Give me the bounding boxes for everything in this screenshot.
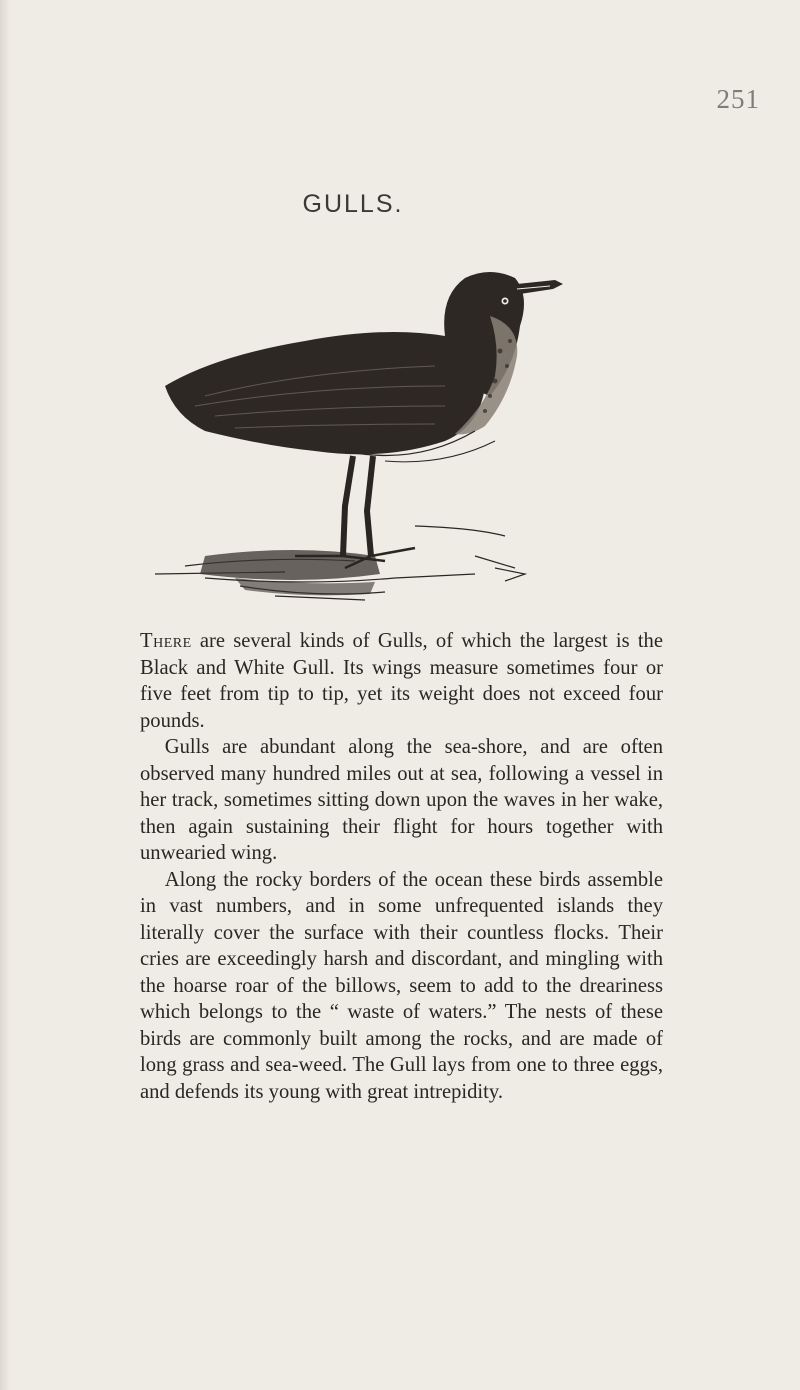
legs [343, 456, 373, 556]
page-title: GULLS. [302, 190, 404, 218]
gull-engraving-icon [145, 256, 575, 616]
paragraph-1-text: are several kinds of Gulls, of which the largest is the Black and White Gull. Its wings measure sometimes four or five feet from tip to tip, yet its weight does not exceed four pounds. [140, 630, 663, 732]
page-number: 251 [716, 84, 760, 114]
body-text [140, 628, 663, 1105]
body [165, 332, 485, 454]
drop-word: There [140, 630, 192, 652]
paragraph-1 [140, 628, 663, 734]
paragraph-3: Along the rocky borders of the ocean these birds assemble in vast numbers, and in some unfrequented islands they literally cover the surface with their countless flocks. Their cries are exceedingly harsh and discordant, and mingling with the hoarse roar of the billows, seem to add to the dreariness which belongs to the “ waste of waters.” The nests of these birds are commonly built among the rocks, and are made of long grass and sea-weed. The Gull lays from one to three eggs, and defends its young with great intrepidity. [140, 868, 663, 1103]
paragraph-2: Gulls are abundant along the sea-shore, and are often observed many hundred miles out at sea, following a vessel in her track, sometimes sitting down upon the waves in her wake, then again sustaining their flight for hours together with unwearied wing. [140, 736, 663, 864]
